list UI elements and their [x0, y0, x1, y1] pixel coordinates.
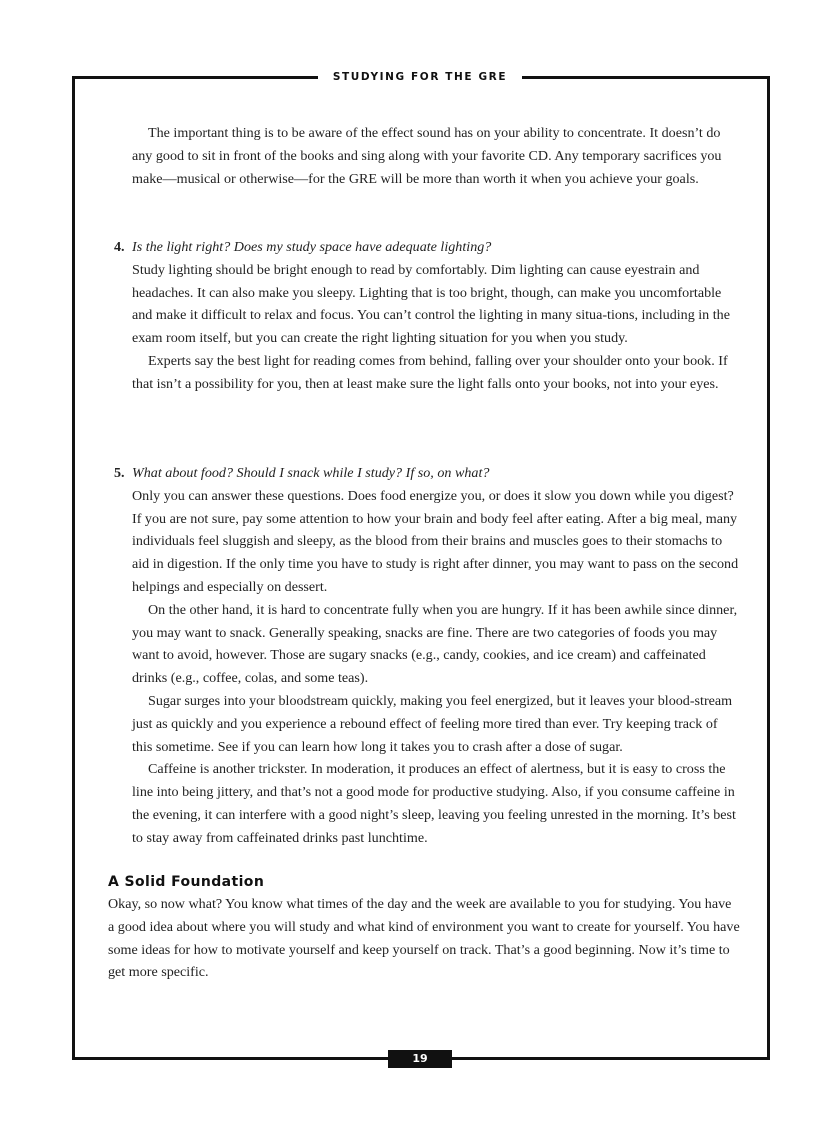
- list-item-5: [114, 462, 740, 850]
- intro-paragraph: The important thing is to be aware of the effect sound has on your ability to concentrate. It doesn’t do any good to sit in front of the books and sing along with your favorite CD. Any temporary sacrifices you make—musical or otherwise—for the GRE will be more than worth it when you achieve your goals.: [132, 125, 722, 187]
- section-heading: A Solid Foundation: [108, 874, 265, 890]
- running-head: STUDYING FOR THE GRE: [332, 71, 508, 83]
- section-paragraph: Okay, so now what? You know what times of the day and the week are available to you for studying. You have a good idea about where you will study and what kind of environment you want to create for yourself. You have some ideas for how to motivate yourself and keep yourself on track. That’s a good beginning. Now it’s time to get more specific.: [108, 896, 740, 981]
- list-item-question: Is the light right? Does my study space have adequate lighting?: [132, 239, 492, 255]
- list-item-paragraph: Study lighting should be bright enough to read by comfortably. Dim lighting can cause eyestrain and headaches. It can also make you sleepy. Lighting that is too bright, though, can make you uncomfortable and make it difficult to relax and focus. You can’t control the lighting in many situa-tions, including in the exam room itself, but you can create the right lighting situation for you when you study.: [132, 261, 730, 347]
- list-item-4: [114, 236, 740, 396]
- frame-top-right-rule: [522, 76, 770, 79]
- frame-top-left-rule: [72, 76, 318, 79]
- frame-right-rule: [767, 76, 770, 1060]
- list-item-paragraph: On the other hand, it is hard to concentrate fully when you are hungry. If it has been awhile since dinner, you may want to snack. Generally speaking, snacks are fine. There are two categories of foods you may want to avoid, however. Those are sugary snacks (e.g., candy, cookies, and ice cream) and caffeinated drinks (e.g., coffee, colas, and some teas).: [132, 601, 738, 687]
- frame-left-rule: [72, 76, 75, 1060]
- intro-block: [132, 122, 740, 190]
- page-number: 19: [388, 1050, 452, 1068]
- list-item-paragraph: Sugar surges into your bloodstream quickly, making you feel energized, but it leaves your blood-stream just as quickly and you experience a rebound effect of feeling more tired than ever. Try keeping track of this sometime. See if you can learn how long it takes you to crash after a dose of sugar.: [132, 692, 733, 755]
- list-item-number: 5.: [114, 465, 125, 481]
- list-item-paragraph: Experts say the best light for reading comes from behind, falling over your shoulder onto your book. If that isn’t a possibility for you, then at least make sure the light falls onto your books, not into your eyes.: [132, 352, 728, 392]
- list-item-question: What about food? Should I snack while I study? If so, on what?: [132, 465, 490, 481]
- list-item-paragraph: Only you can answer these questions. Does food energize you, or does it slow you down while you digest? If you are not sure, pay some attention to how your brain and body feel after eating. After a big meal, many individuals feel sluggish and sleepy, as the blood from their brains and muscles goes to their stomachs to aid in digestion. If the only time you have to study is right after dinner, you may want to pass on the second helpings and especially on dessert.: [132, 487, 739, 595]
- list-item-number: 4.: [114, 239, 125, 255]
- list-item-paragraph: Caffeine is another trickster. In moderation, it produces an effect of alertness, but it is easy to cross the line into being jittery, and that’s not a good mode for productive studying. Also, if you consume caffeine in the evening, it can interfere with a good night’s sleep, leaving you feeling unrested in the morning. It’s best to stay away from caffeinated drinks past lunchtime.: [132, 761, 736, 846]
